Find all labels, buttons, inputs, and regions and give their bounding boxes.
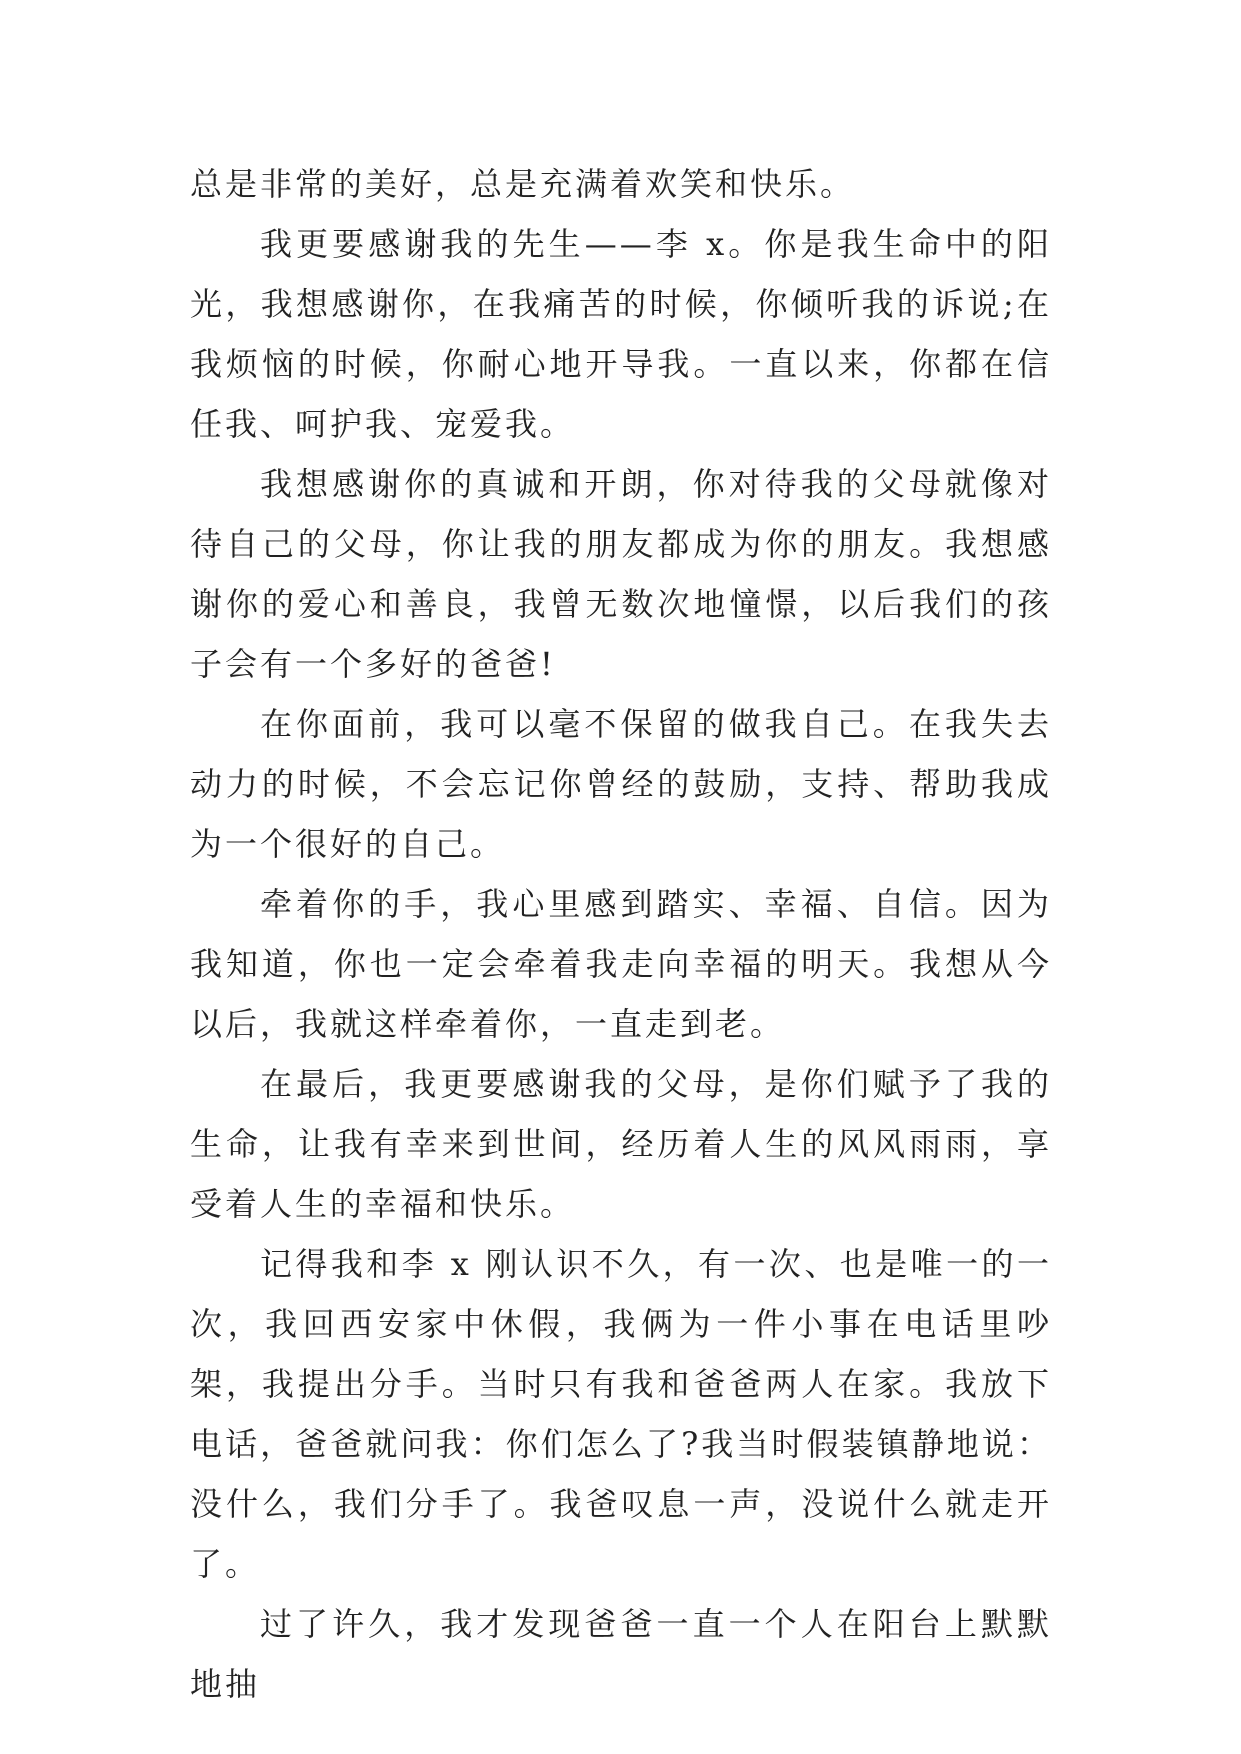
paragraph: 在你面前，我可以毫不保留的做我自己。在我失去动力的时候，不会忘记你曾经的鼓励，支持、帮助我成为一个很好的自己。 — [190, 705, 1052, 863]
paragraph: 我更要感谢我的先生——李 x。你是我生命中的阳光，我想感谢你，在我痛苦的时候，你倾听我的诉说;在我烦恼的时候，你耐心地开导我。一直以来，你都在信任我、呵护我、宠爱我。 — [190, 225, 1052, 443]
paragraph: 记得我和李 x 刚认识不久，有一次、也是唯一的一次，我回西安家中休假，我俩为一件小事在电话里吵架，我提出分手。当时只有我和爸爸两人在家。我放下电话，爸爸就问我：你们怎么了?我当时假装镇静地说：没什么，我们分手了。我爸叹息一声，没说什么就走开了。 — [190, 1245, 1052, 1583]
paragraph: 过了许久，我才发现爸爸一直一个人在阳台上默默地抽 — [190, 1605, 1052, 1703]
paragraph: 在最后，我更要感谢我的父母，是你们赋予了我的生命，让我有幸来到世间，经历着人生的风风雨雨，享受着人生的幸福和快乐。 — [190, 1065, 1052, 1223]
paragraph: 我想感谢你的真诚和开朗，你对待我的父母就像对待自己的父母，你让我的朋友都成为你的朋友。我想感谢你的爱心和善良，我曾无数次地憧憬，以后我们的孩子会有一个多好的爸爸! — [190, 465, 1052, 683]
paragraph: 总是非常的美好，总是充满着欢笑和快乐。 — [190, 165, 856, 203]
document-body — [190, 154, 1052, 1714]
paragraph: 牵着你的手，我心里感到踏实、幸福、自信。因为我知道，你也一定会牵着我走向幸福的明天。我想从今以后，我就这样牵着你，一直走到老。 — [190, 885, 1052, 1043]
